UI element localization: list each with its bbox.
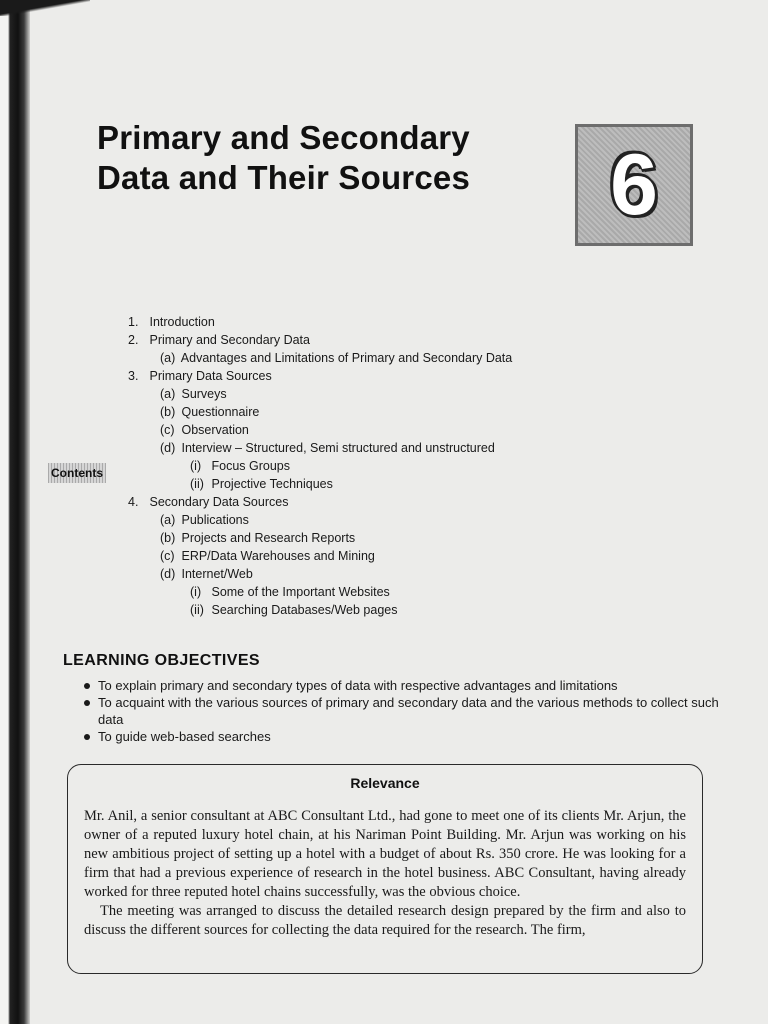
chapter-title-line-1: Primary and Secondary <box>97 119 470 156</box>
toc-item-text: Projective Techniques <box>211 477 333 491</box>
bullet-icon <box>84 700 90 706</box>
toc-item <box>128 421 728 439</box>
toc-item-text: Secondary Data Sources <box>149 495 289 509</box>
toc-item-number: 4. <box>128 495 139 509</box>
toc-item <box>128 385 728 403</box>
chapter-title <box>97 118 470 198</box>
toc-item <box>128 583 728 601</box>
toc-item <box>128 511 728 529</box>
toc-item-number: (c) <box>160 549 175 563</box>
toc-item-number: 3. <box>128 369 139 383</box>
toc-item <box>128 529 728 547</box>
toc-item-text: Internet/Web <box>181 567 253 581</box>
toc-item <box>128 547 728 565</box>
chapter-number-box <box>575 124 693 246</box>
toc-item <box>128 367 728 385</box>
toc-item <box>128 349 728 367</box>
toc-item-number: (a) <box>160 513 176 527</box>
learning-objectives-heading: LEARNING OBJECTIVES <box>63 652 260 669</box>
toc-item-number: (c) <box>160 423 175 437</box>
relevance-paragraph-1: Mr. Anil, a senior consultant at ABC Consultant Ltd., had gone to meet one of its clients Mr. Arjun, the owner of a reputed luxury hotel chain, at his Nariman Point Building. Mr. Arjun was working on his new ambitious project of setting up a hotel with a budget of about Rs. 350 crore. He was looking for a firm that had a previous experience of research in the hotel business. ABC Consultant, having already worked for three reputed hotel chains successfully, was the obvious choice. <box>84 808 686 900</box>
toc-item <box>128 403 728 421</box>
toc-item-text: Observation <box>181 423 249 437</box>
toc-item-text: Publications <box>181 513 249 527</box>
toc-item-text: Questionnaire <box>181 405 260 419</box>
toc-item-text: Searching Databases/Web pages <box>211 603 398 617</box>
toc-item-text: Primary Data Sources <box>149 369 272 383</box>
toc-item <box>128 475 728 493</box>
table-of-contents <box>128 313 728 619</box>
toc-item-number: (a) <box>160 387 176 401</box>
toc-item <box>128 457 728 475</box>
toc-item <box>128 331 728 349</box>
chapter-title-line-2: Data and Their Sources <box>97 159 471 196</box>
learning-objective-item <box>82 677 722 694</box>
book-spine-edge <box>0 0 30 1024</box>
learning-objective-text: To explain primary and secondary types of data with respective advantages and limitations <box>98 678 618 693</box>
learning-objective-text: To acquaint with the various sources of primary and secondary data and the various methods to collect such data <box>98 695 719 727</box>
learning-objective-item <box>82 694 722 728</box>
toc-item-number: (ii) <box>190 603 204 617</box>
toc-item-text: Introduction <box>149 315 215 329</box>
toc-item-number: (d) <box>160 441 176 455</box>
toc-item-number: (i) <box>190 459 202 473</box>
toc-item <box>128 493 728 511</box>
toc-item <box>128 439 728 457</box>
contents-label: Contents <box>48 463 106 483</box>
learning-objective-text: To guide web-based searches <box>98 729 271 744</box>
toc-item-number: (d) <box>160 567 176 581</box>
bullet-icon <box>84 734 90 740</box>
toc-item-text: Surveys <box>181 387 227 401</box>
learning-objectives-list <box>82 677 722 745</box>
toc-item-text: Projects and Research Reports <box>181 531 356 545</box>
bullet-icon <box>84 683 90 689</box>
toc-item-text: Interview – Structured, Semi structured and unstructured <box>181 441 495 455</box>
relevance-paragraph-2: The meeting was arranged to discuss the detailed research design prepared by the firm and also to discuss the different sources for collecting the data required for the research. The firm, <box>84 903 686 938</box>
toc-item <box>128 601 728 619</box>
toc-item-number: (b) <box>160 405 176 419</box>
toc-item-number: 1. <box>128 315 139 329</box>
toc-item-text: Some of the Important Websites <box>211 585 390 599</box>
toc-item-number: (i) <box>190 585 202 599</box>
toc-item-number: (b) <box>160 531 176 545</box>
toc-item-number: (ii) <box>190 477 204 491</box>
toc-item-text: Primary and Secondary Data <box>149 333 310 347</box>
toc-item-text: Advantages and Limitations of Primary and Secondary Data <box>180 351 513 365</box>
toc-item <box>128 565 728 583</box>
relevance-box <box>67 764 703 974</box>
toc-item-number: 2. <box>128 333 139 347</box>
relevance-heading: Relevance <box>350 775 420 791</box>
toc-item-text: ERP/Data Warehouses and Mining <box>181 549 375 563</box>
toc-item-number: (a) <box>160 351 176 365</box>
page-fold-shadow <box>0 0 90 16</box>
learning-objective-item <box>82 728 722 745</box>
chapter-number: 6 <box>610 137 658 233</box>
toc-item-text: Focus Groups <box>211 459 290 473</box>
toc-item <box>128 313 728 331</box>
